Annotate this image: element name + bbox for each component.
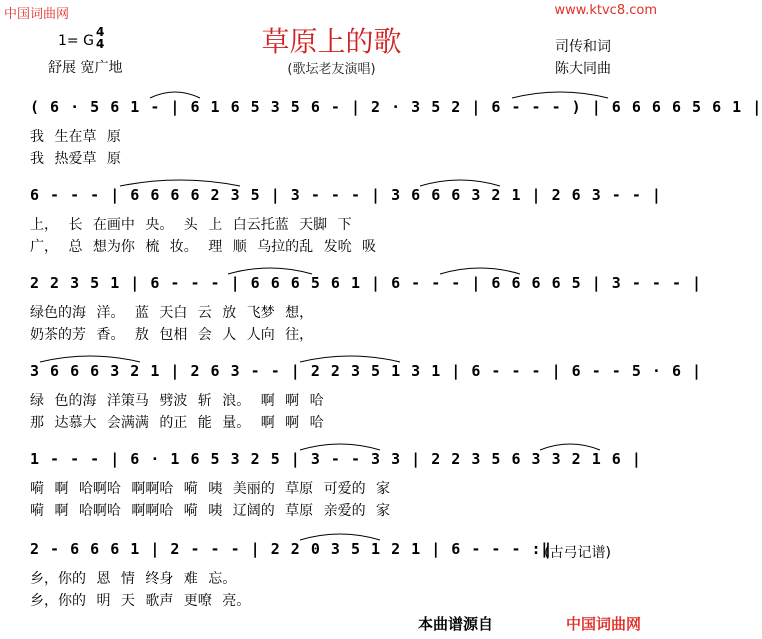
lyric-verse-2: 嗬 啊 哈啊哈 啊啊哈 嗬 咦 辽阔的 草原 亲爱的 家 [30, 503, 391, 519]
notation-line: 1 - - - | 6 · 1 6 5 3 2 5 | 3 - - 3 3 | 2 2 3 5 6 3 3 2 1 6 | [30, 450, 642, 468]
lyric-verse-1: 绿 色的海 洋策马 劈波 斩 浪。 啊 啊 哈 [30, 393, 324, 409]
lyric-verse-1: 乡，你的 恩 情 终身 难 忘。 [30, 571, 237, 587]
source-site: 中国词曲网 [566, 615, 642, 633]
lyric-verse-1: 嗬 啊 哈啊哈 啊啊哈 嗬 咦 美丽的 草原 可爱的 家 [30, 481, 391, 497]
lyricist-credit: 司传和词 [555, 39, 611, 55]
tempo-marking: 舒展 宽广地 [48, 60, 123, 76]
time-top: 4 [96, 25, 105, 39]
lyric-verse-1: 我 生在草 原 [30, 129, 121, 145]
watermark-right: www.ktvc8.com [554, 3, 657, 18]
notation-line: 3 6 6 6 3 2 1 | 2 6 3 - - | 2 2 3 5 1 3 1 | 6 - - - | 6 - - 5 · 6 | [30, 362, 703, 380]
watermark-left: 中国词曲网 [4, 7, 70, 22]
lyric-verse-2: 乡，你的 明 天 歌声 更嘹 亮。 [30, 593, 251, 609]
notation-line: 2 - 6 6 6 1 | 2 - - - | 2 2 0 3 5 1 2 1 | 6 - - - :‖ [30, 540, 552, 558]
notation-line: ( 6 · 5 6 1 - | 6 1 6 5 3 5 6 - | 2 · 3 5 2 | 6 - - - ) | 6 6 6 6 5 6 1 | [30, 98, 762, 116]
notation-line: 6 - - - | 6 6 6 6 2 3 5 | 3 - - - | 3 6 6 6 3 2 1 | 2 6 3 - - | [30, 186, 662, 204]
lyric-verse-2: 奶茶的芳 香。 敖 包相 会 人 人向 往， [30, 327, 314, 343]
song-title: 草原上的歌 [261, 25, 402, 58]
lyric-verse-2: 那 达慕大 会满满 的正 能 量。 啊 啊 哈 [30, 415, 324, 431]
transcriber-note: (古弓记谱) [544, 545, 611, 561]
time-signature [96, 26, 104, 50]
key-signature: 1= G [58, 33, 94, 49]
lyric-verse-1: 绿色的海 洋。 蓝 天白 云 放 飞梦 想， [30, 305, 314, 321]
lyric-verse-2: 广， 总 想为你 梳 妆。 理 顺 乌拉的乱 发吮 吸 [30, 239, 377, 255]
lyric-verse-2: 我 热爱草 原 [30, 151, 121, 167]
notation-line: 2 2 3 5 1 | 6 - - - | 6 6 6 5 6 1 | 6 - - - | 6 6 6 6 5 | 3 - - - | [30, 274, 703, 292]
song-subtitle: (歌坛老友演唱) [287, 62, 376, 77]
lyric-verse-1: 上， 长 在画中 央。 头 上 白云托蓝 天脚 下 [30, 217, 352, 233]
composer-credit: 陈大同曲 [555, 61, 611, 77]
time-bottom: 4 [96, 37, 105, 51]
source-label: 本曲谱源自 [418, 615, 494, 633]
